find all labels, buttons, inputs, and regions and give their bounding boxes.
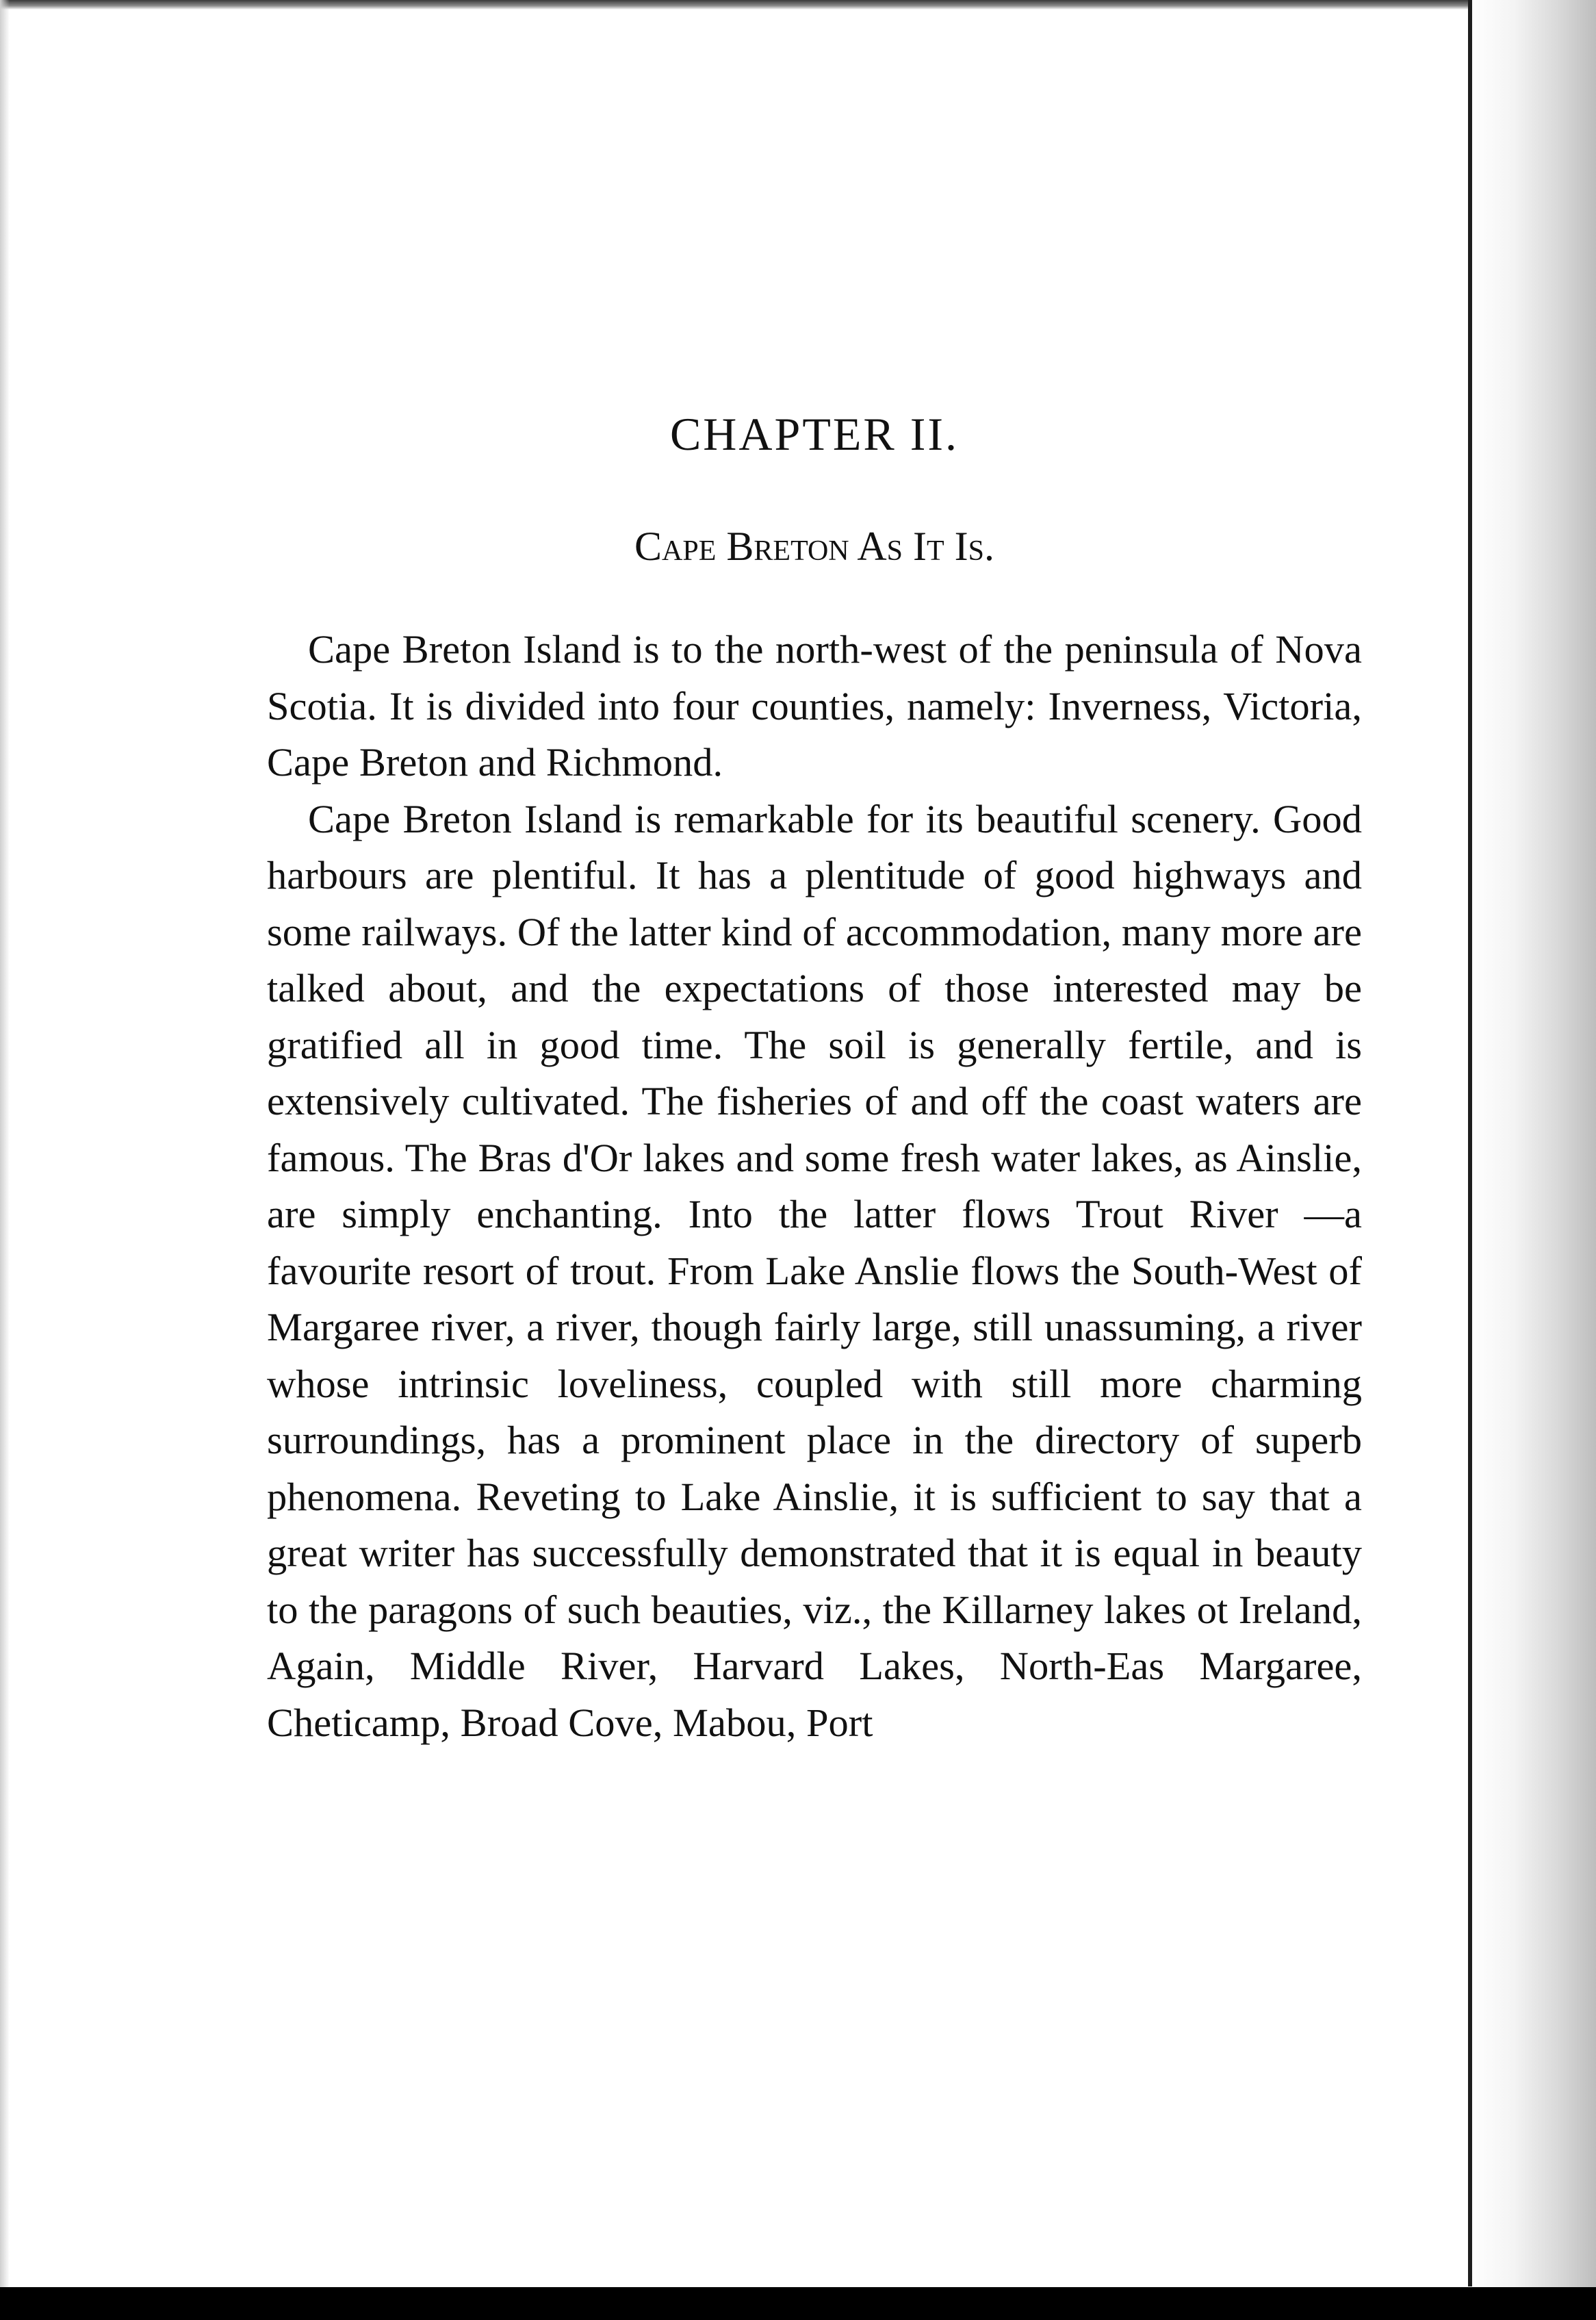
- chapter-heading: CHAPTER II.: [669, 408, 960, 460]
- body-paragraph: Cape Breton Island is to the north-west of the peninsula of Nova Scotia. It is divided into four counties, namely: Inverness, Victoria, Cape Breton and Richmond.: [267, 627, 1362, 785]
- chapter-subtitle: Cape Breton As It Is.: [634, 524, 994, 569]
- left-scan-shadow: [0, 0, 10, 2320]
- body-paragraph: Cape Breton Island is remarkable for its beautiful scenery. Good harbours are plentiful. It has a plentitude of good highways and some railways. Of the latter kind of accommodation, many more are talked about, and the expectations of those interested may be gratified all in good time. The soil is generally fertile, and is extensively cultivated. The fisheries of and off the coast waters are famous. The Bras d'Or lakes and some fresh water lakes, as Ainslie, are simply enchanting. Into the latter flows Trout River —a favourite resort of trout. From Lake Anslie flows the South-West of Margaree river, a river, though fairly large, still unassuming, a river whose intrinsic loveliness, coupled with still more charming surroundings, has a prominent place in the directory of superb phenomena. Reveting to Lake Ainslie, it is sufficient to say that a great writer has successfully demonstrated that it is equal in beauty to the paragons of such beauties, viz., the Killarney lakes ot Ireland, Again, Middle River, Harvard Lakes, North-Eas Margaree, Cheticamp, Broad Cove, Mabou, Port: [267, 796, 1362, 1745]
- bottom-scan-edge: [0, 2287, 1596, 2320]
- page-content: [267, 408, 1362, 1751]
- right-scan-margin: [1469, 0, 1596, 2320]
- right-page-border: [1468, 0, 1472, 2286]
- top-scan-edge: [0, 0, 1471, 10]
